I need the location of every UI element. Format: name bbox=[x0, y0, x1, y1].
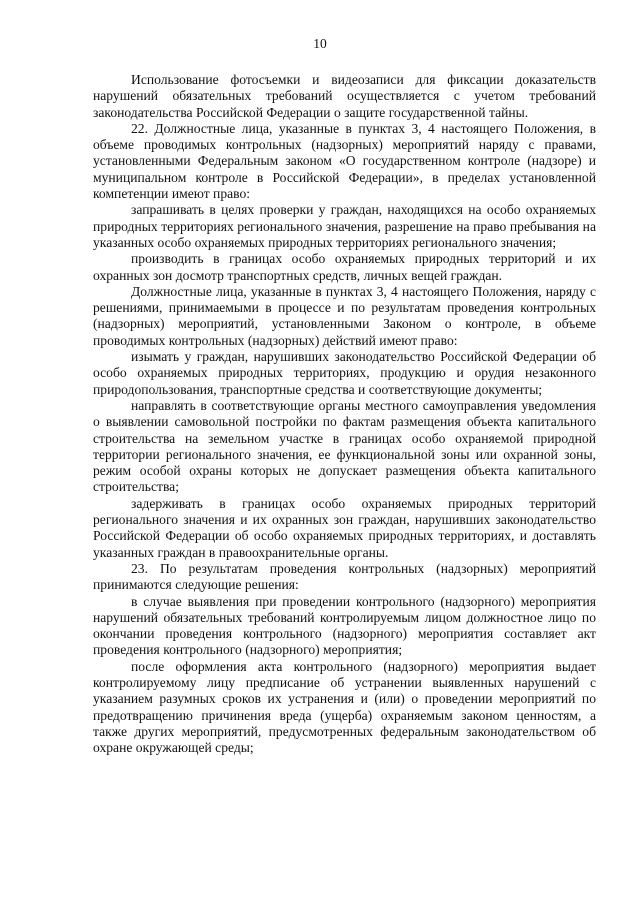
page-number: 10 bbox=[313, 36, 327, 51]
document-body bbox=[93, 72, 596, 756]
paragraph-detain: задерживать в границах особо охраняемых природных территорий регионального значения и их охранных зон граждан, нарушивших законодательство Российской Федерации об особо охраняемых природных территориях, и доставлять указанных граждан в правоохранительные органы. bbox=[93, 495, 596, 560]
paragraph-inspection: производить в границах особо охраняемых природных территорий и их охранных зон досмотр транспортных средств, личных вещей граждан. bbox=[93, 251, 596, 283]
paragraph-officials-rights: Должностные лица, указанные в пунктах 3, 4 настоящего Положения, наряду с решениями, принимаемыми в процессе и по результатам проведения контрольных (надзорных) мероприятий, установленными Законом о контроле, в объеме проводимых контрольных (надзорных) действий имеют право: bbox=[93, 283, 596, 348]
paragraph-photo-video: Использование фотосъемки и видеозаписи для фиксации доказательств нарушений обязательных требований осуществляется с учетом требований законодательства Российской Федерации о защите государственной тайны. bbox=[93, 72, 596, 120]
paragraph-seize: изымать у граждан, нарушивших законодательство Российской Федерации об особо охраняемых природных территориях, продукцию и орудия незаконного природопользования, транспортные средства и соответствующие документы; bbox=[93, 349, 596, 397]
paragraph-request-permits: запрашивать в целях проверки у граждан, находящихся на особо охраняемых природных территориях регионального значения, разрешение на право пребывания на указанных особо охраняемых природных территориях регионального значения; bbox=[93, 202, 596, 250]
paragraph-clause-23: 23. По результатам проведения контрольных (надзорных) мероприятий принимаются следующие решения: bbox=[93, 560, 596, 593]
paragraph-notify: направлять в соответствующие органы местного самоуправления уведомления о выявлении самовольной постройки по фактам размещения объекта капитального строительства на земельном участке в границах особо охраняемой природной территории регионального значения, ее функциональной зоны или охранной зоны, режим особой охраны которых не допускает размещения объекта капитального строительства; bbox=[93, 397, 596, 495]
paragraph-act: в случае выявления при проведении контрольного (надзорного) мероприятия нарушений обязательных требований контролируемым лицом должностное лицо по окончании проведения контрольного (надзорного) мероприятия составляет акт проведения контрольного (надзорного) мероприятия; bbox=[93, 593, 596, 658]
paragraph-clause-22: 22. Должностные лица, указанные в пунктах 3, 4 настоящего Положения, в объеме проводимых контрольных (надзорных) мероприятий наряду с правами, установленными Федеральным законом «О государственном контроле (надзоре) и муниципальном контроле в Российской Федерации», в пределах установленной компетенции имеют право: bbox=[93, 120, 596, 202]
paragraph-prescription: после оформления акта контрольного (надзорного) мероприятия выдает контролируемому лицу предписание об устранении выявленных нарушений с указанием разумных сроков их устранения и (или) о проведении мероприятий по предотвращению причинения вреда (ущерба) охраняемым законом ценностям, а также других мероприятий, предусмотренных федеральным законодательством об охране окружающей среды; bbox=[93, 658, 596, 756]
